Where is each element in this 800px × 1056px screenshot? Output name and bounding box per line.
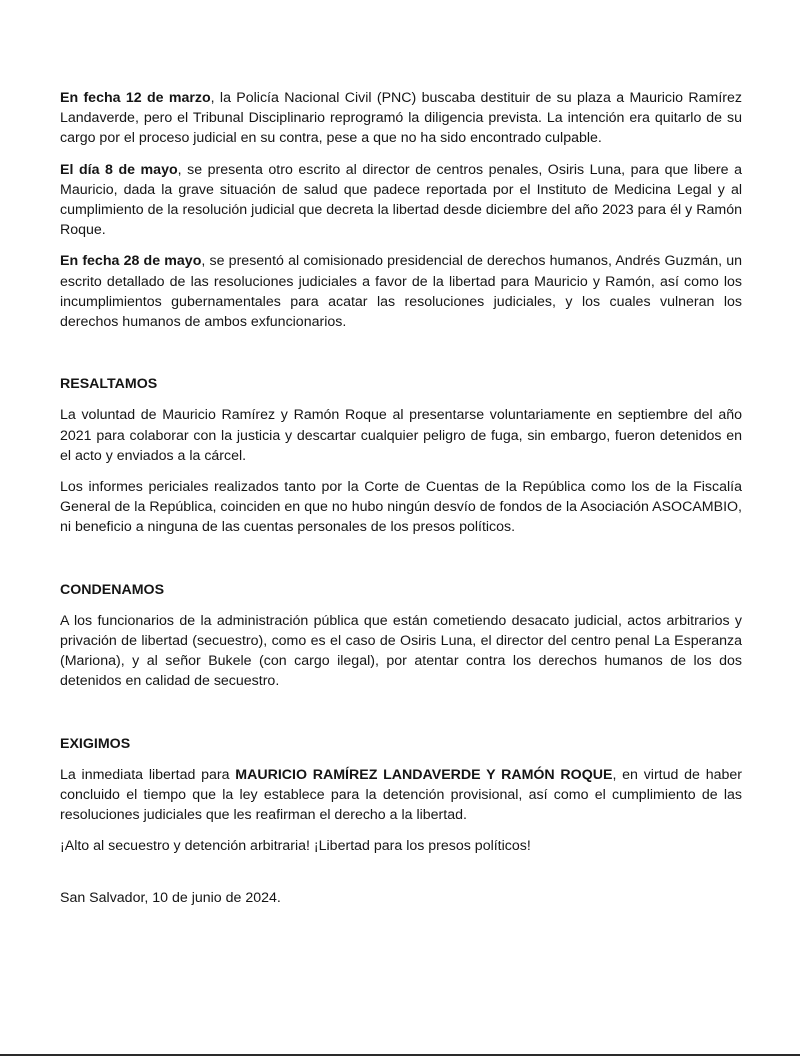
paragraph-exigimos [60,765,742,826]
section-spacer [60,549,742,580]
paragraph-resaltamos-informes: Los informes periciales realizados tanto por la Corte de Cuentas de la República como los de la Fiscalía General de la República, coinciden en que no hubo ningún desvío de fondos de la Asociación ASOCAMBIO, ni beneficio a ninguna de las cuentas personales de los presos políticos. [60,479,742,536]
paragraph-resaltamos-voluntad: La voluntad de Mauricio Ramírez y Ramón Roque al presentarse voluntariamente en septiembre del año 2021 para colaborar con la justicia y descartar cualquier peligro de fuga, sin embargo, fueron detenidos en el acto y enviados a la cárcel. [60,407,742,464]
names-emphasis: MAURICIO RAMÍREZ LANDAVERDE Y RAMÓN ROQUE [235,766,613,783]
slogan-line: ¡Alto al secuestro y detención arbitraria! ¡Libertad para los presos políticos! [60,838,531,855]
document-body [60,88,742,908]
paragraph-condenamos: A los funcionarios de la administración pública que están cometiendo desacato judicial, actos arbitrarios y privación de libertad (secuestro), como es el caso de Osiris Luna, el director del centro penal La Esperanza (Mariona), y al señor Bukele (con cargo ilegal), por atentar contra los derechos humanos de los dos detenidos en calidad de secuestro. [60,612,742,690]
section-spacer [60,343,742,374]
paragraph-text: , la Policía Nacional Civil (PNC) buscaba destituir de su plaza a Mauricio Ramírez Landaverde, pero el Tribunal Disciplinario reprogramó la diligencia prevista. La intención era quitarlo de su cargo por el proceso judicial en su contra, pese a que no ha sido encontrado culpable. [60,90,742,147]
paragraph-text: La inmediata libertad para [60,766,236,783]
paragraph-8-mayo [60,160,742,241]
heading-condenamos: CONDENAMOS [60,581,165,598]
section-spacer [60,868,742,888]
section-spacer [60,703,742,734]
paragraph-text: , en virtud de haber concluido el tiempo que la ley establece para la detención provisional, así como el cumplimiento de las resoluciones judiciales que les reafirman el derecho a la libertad. [60,766,742,824]
date-lead: En fecha 12 de marzo [60,90,211,106]
paragraph-12-marzo [60,88,742,149]
paragraph-text: , se presentó al comisionado presidencial de derechos humanos, Andrés Guzmán, un escrito detallado de las resoluciones judiciales a favor de la libertad para Mauricio y Ramón, así como los incumplimientos gubernamentales para acatar las resoluciones judiciales, y los cuales vulneran los derechos humanos de ambos exfuncionarios. [60,253,742,331]
date-lead: El día 8 de mayo [60,161,178,178]
place-date: San Salvador, 10 de junio de 2024. [60,889,281,906]
heading-resaltamos: RESALTAMOS [60,376,158,393]
date-lead: En fecha 28 de mayo [60,253,202,270]
paragraph-text: , se presenta otro escrito al director de centros penales, Osiris Luna, para que libere a Mauricio, dada la grave situación de salud que padece reportada por el Instituto de Medicina Legal y al cumplimiento de la resolución judicial que decreta la libertad desde diciembre del año 2023 para él y Ramón Roque. [60,161,742,239]
paragraph-28-mayo [60,251,742,332]
heading-exigimos: EXIGIMOS [60,735,131,752]
